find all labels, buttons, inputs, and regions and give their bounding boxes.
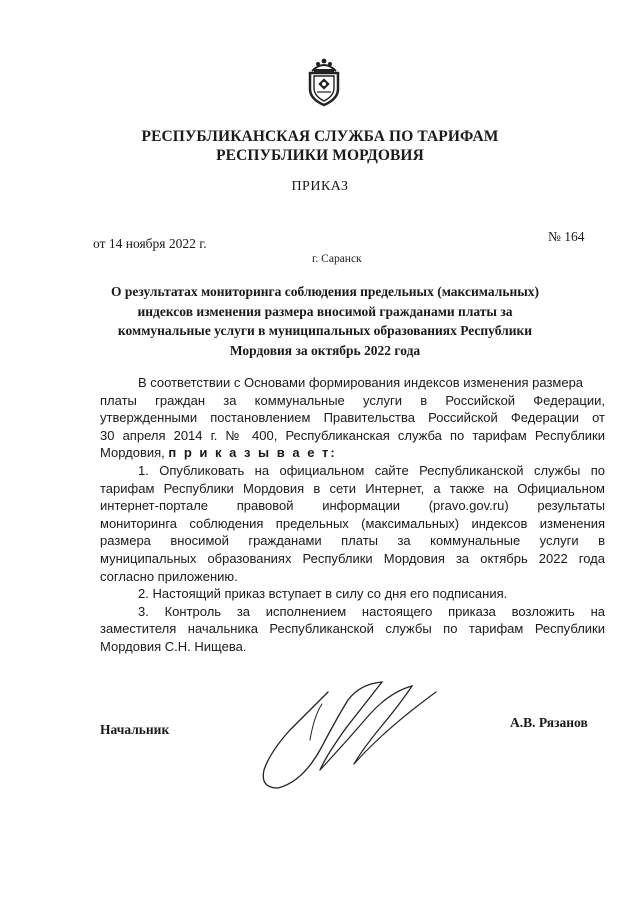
item-3-line: Мордовия С.Н. Нищева. bbox=[100, 638, 247, 654]
document-number: № 164 bbox=[548, 229, 585, 244]
subject-line: Мордовия за октябрь 2022 года bbox=[229, 342, 421, 358]
item-1-line: муниципальных образованиях Республики Мордовия за октябрь 2022 года bbox=[100, 550, 605, 566]
item-1-line: тарифам Республики Мордовия в сети Интернет, а также на Официальном bbox=[100, 480, 605, 496]
subject-line: О результатах мониторинга соблюдения предельных (максимальных) bbox=[110, 284, 540, 299]
item-3-line: 3. Контроль за исполнением настоящего приказа возложить на bbox=[138, 603, 605, 619]
item-1-line: размера вносимой гражданами платы за коммунальные услуги в bbox=[100, 533, 605, 549]
document-body bbox=[100, 374, 605, 656]
organization-name bbox=[0, 127, 640, 165]
document-city: г. Саранск bbox=[312, 253, 362, 265]
signer-name: А.В. Рязанов bbox=[510, 715, 588, 730]
item-1-line: мониторинга соблюдения предельных (максимальных) индексов изменения bbox=[100, 515, 605, 531]
body-line: утвержденными постановлением Правительства Российской Федерации от bbox=[100, 410, 605, 426]
org-line-2: РЕСПУБЛИКИ МОРДОВИЯ bbox=[216, 147, 424, 164]
subject-line: коммунальные услуги в муниципальных образованиях Республики bbox=[117, 323, 533, 338]
coat-of-arms-icon bbox=[304, 55, 344, 107]
orders-word: п р и к а з ы в а е т: bbox=[168, 445, 337, 461]
signer-position: Начальник bbox=[100, 722, 170, 737]
body-line bbox=[100, 444, 605, 462]
handwritten-signature bbox=[250, 670, 450, 800]
item-1-line: 1. Опубликовать на официальном сайте Республиканской службы по bbox=[138, 462, 605, 478]
item-3-line: заместителя начальника Республиканской службы по тарифам Республики bbox=[100, 621, 605, 637]
document-date: от 14 ноября 2022 г. bbox=[93, 236, 207, 251]
body-line: 30 апреля 2014 г. № 400, Республиканская служба по тарифам Республики bbox=[100, 427, 605, 443]
document-subject bbox=[95, 282, 555, 360]
item-1-line: интернет-портале правовой информации (pravo.gov.ru) результаты bbox=[100, 498, 605, 514]
org-line-1: РЕСПУБЛИКАНСКАЯ СЛУЖБА ПО ТАРИФАМ bbox=[141, 128, 499, 145]
body-line: платы граждан за коммунальные услуги в Российской Федерации, bbox=[100, 392, 605, 408]
document-type: ПРИКАЗ bbox=[291, 179, 349, 194]
body-text-fragment: Мордовия, bbox=[100, 445, 165, 461]
item-2-line: 2. Настоящий приказ вступает в силу со дня его подписания. bbox=[138, 586, 508, 602]
body-line: В соответствии с Основами формирования индексов изменения размера bbox=[138, 375, 584, 390]
item-1-line: согласно приложению. bbox=[100, 568, 238, 584]
subject-line: индексов изменения размера вносимой гражданами платы за bbox=[137, 303, 513, 319]
